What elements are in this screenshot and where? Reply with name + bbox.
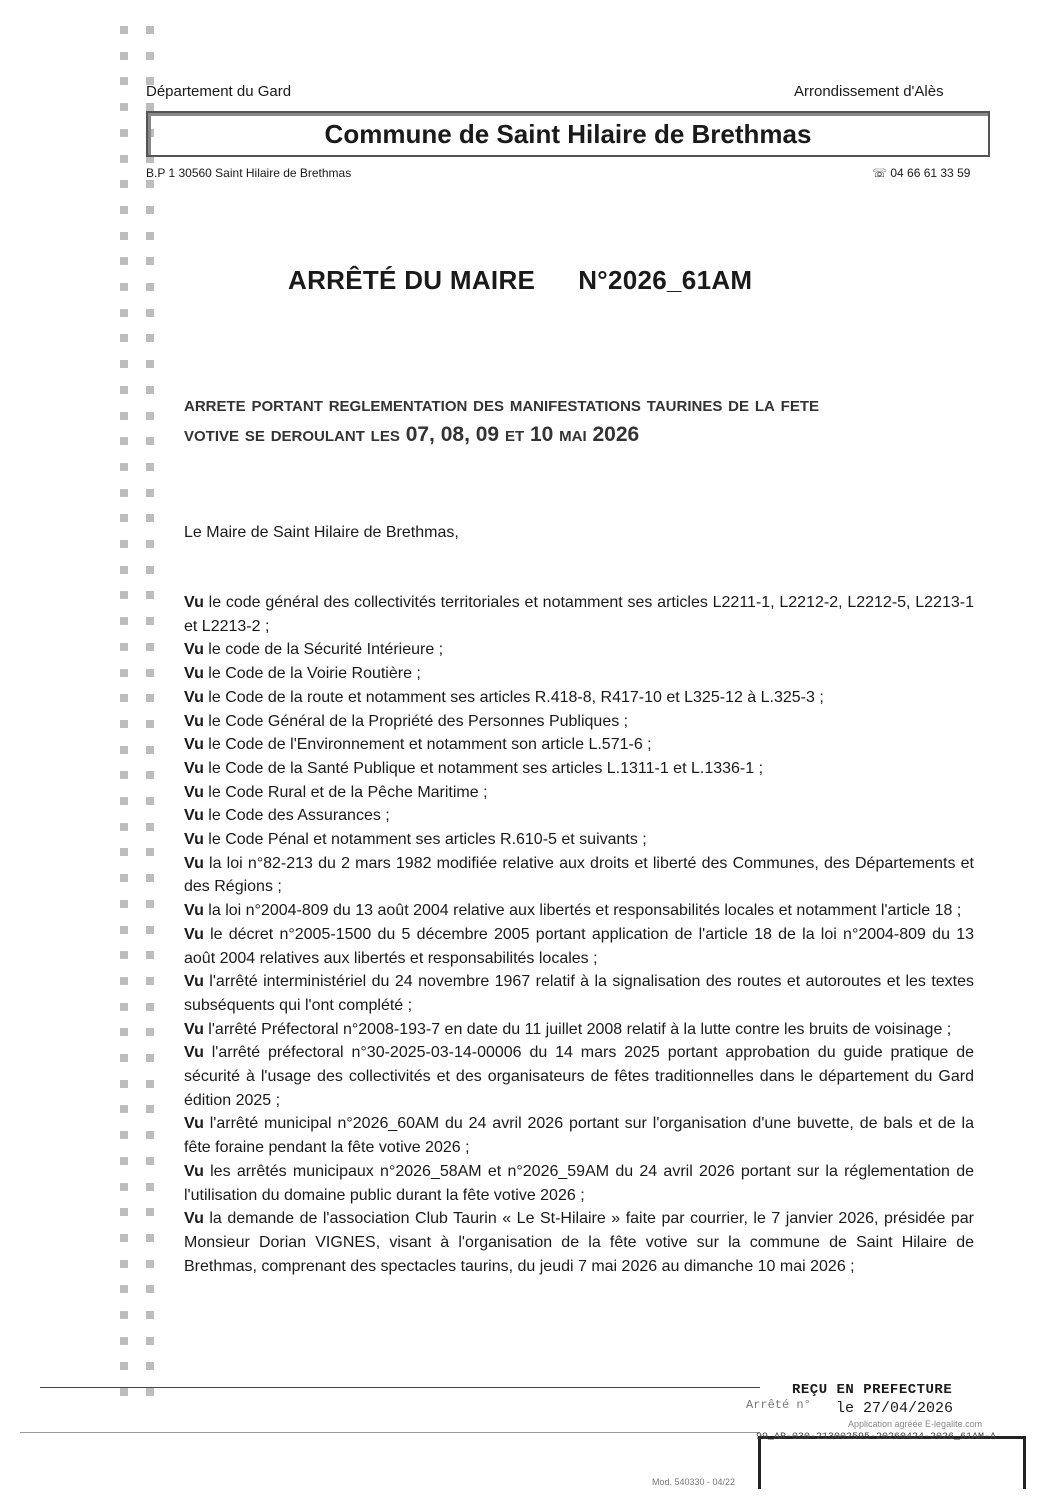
perforation-dot [146, 232, 154, 240]
vu-text: le Code des Assurances ; [203, 807, 390, 825]
perforation-dot [146, 334, 154, 342]
perforation-dot [146, 309, 154, 317]
perforation-dot [120, 283, 128, 291]
perforation-dot [120, 566, 128, 574]
vu-item [184, 591, 974, 638]
footer-rule [40, 1387, 760, 1388]
perforation-dot [120, 1003, 128, 1011]
perforation-dot [146, 1260, 154, 1268]
perforation-dot [120, 900, 128, 908]
vu-keyword: Vu [184, 783, 204, 801]
perforation-dot [120, 52, 128, 60]
perforation-dot [146, 360, 154, 368]
perforation-dot [120, 1337, 128, 1345]
vu-text: le Code de la Voirie Routière ; [203, 665, 421, 683]
vu-text: l'arrêté Préfectoral n°2008-193-7 en date du 11 juillet 2008 relatif à la lutte contre les bruits de voisinage ; [203, 1020, 952, 1038]
perforation-dot [120, 360, 128, 368]
perforation-dot [146, 103, 154, 111]
perforation-dot [146, 463, 154, 471]
perforation-dot [120, 77, 128, 85]
vu-item [184, 1041, 974, 1112]
perforation-dot [146, 1311, 154, 1319]
perforation-dot [120, 874, 128, 882]
perforation-dot [120, 1311, 128, 1319]
vu-text: les arrêtés municipaux n°2026_58AM et n°2026_59AM du 24 avril 2026 portant sur la réglementation de l'utilisation du domaine public durant la fête votive 2026 ; [184, 1162, 974, 1204]
perforation-dot [120, 1028, 128, 1036]
perforation-dot [120, 1208, 128, 1216]
vu-item [184, 781, 974, 805]
commune-phone: ☏ 04 66 61 33 59 [872, 166, 971, 180]
perforation-dot [120, 1285, 128, 1293]
vu-keyword: Vu [184, 831, 204, 849]
stamp-arrete-label: Arrêté n° [746, 1398, 811, 1412]
perforation-dot [146, 1157, 154, 1165]
perforation-dot [146, 643, 154, 651]
department-label: Département du Gard [146, 83, 292, 100]
perforation-dot [146, 1028, 154, 1036]
perforation-dot [120, 1080, 128, 1088]
perforation-dot [120, 232, 128, 240]
vu-keyword: Vu [184, 1210, 204, 1228]
vu-text: le décret n°2005-1500 du 5 décembre 2005 portant application de l'article 18 de la loi n°2004-809 du 13 août 2004 relatives aux libertés et responsabilités locales ; [184, 925, 974, 967]
perforation-dot [146, 1208, 154, 1216]
vu-item [184, 733, 974, 757]
vu-item [184, 686, 974, 710]
perforation-dot [146, 746, 154, 754]
perforation-dot [120, 694, 128, 702]
perforation-dot [146, 951, 154, 959]
perforation-dot [146, 848, 154, 856]
arrete-title [288, 265, 752, 296]
vu-text: l'arrêté préfectoral n°30-2025-03-14-00006 du 14 mars 2025 portant approbation du guide pratique de sécurité à l'usage des collectivités et des organisateurs de fêtes traditionnelles dans le département du Gard édition 2025 ; [184, 1044, 974, 1109]
vu-keyword: Vu [184, 807, 204, 825]
arrete-label: ARRÊTÉ DU MAIRE [288, 265, 536, 295]
vu-text: le Code Général de la Propriété des Personnes Publiques ; [203, 712, 629, 730]
perforation-dot [120, 591, 128, 599]
perforation-dot [120, 951, 128, 959]
vu-text: la demande de l'association Club Taurin « Le St-Hilaire » faite par courrier, le 7 janvier 2026, présidée par Monsieur Dorian VIGNES, visant à l'organisation de la fête votive sur la commune de Saint Hilaire de Brethmas, comprenant des spectacles taurins, du jeudi 7 mai 2026 au dimanche 10 mai 2026 ; [184, 1210, 974, 1275]
vu-keyword: Vu [184, 688, 204, 706]
perforation-dot [146, 540, 154, 548]
perforation-dot [146, 1337, 154, 1345]
perforation-dot [146, 617, 154, 625]
perforation-dot [146, 926, 154, 934]
perforation-dot [120, 1054, 128, 1062]
perforation-dot [146, 669, 154, 677]
vu-keyword: Vu [184, 925, 204, 943]
stamp-app: Application agréée E-legalite.com [848, 1419, 983, 1429]
arrete-subject [184, 390, 984, 450]
vu-item [184, 828, 974, 852]
perforation-dot [146, 1285, 154, 1293]
vu-text: le Code de l'Environnement et notamment son article L.571-6 ; [203, 736, 652, 754]
perforation-dot [146, 206, 154, 214]
vu-text: le code général des collectivités territoriales et notamment ses articles L2211-1, L2212-2, L2212-5, L2213-1 et L2213-2 ; [184, 594, 974, 635]
prefecture-stamp [746, 1382, 1020, 1508]
perforation-dot [146, 180, 154, 188]
vu-text: la loi n°2004-809 du 13 août 2004 relative aux libertés et responsabilités locales et notamment l'article 18 ; [203, 902, 962, 920]
vu-list [184, 591, 974, 1278]
arrondissement-label: Arrondissement d'Alès [794, 83, 944, 100]
vu-keyword: Vu [184, 1020, 204, 1038]
perforation-dot [120, 977, 128, 985]
perforation-dot [146, 26, 154, 34]
vu-keyword: Vu [184, 902, 204, 920]
vu-text: le code de la Sécurité Intérieure ; [203, 641, 444, 659]
vu-item [184, 1207, 974, 1278]
vu-text: le Code de la route et notamment ses articles R.418-8, R417-10 et L325-12 à L.325-3 ; [203, 688, 824, 706]
perforation-dot [120, 926, 128, 934]
perforation-dot [146, 386, 154, 394]
vu-text: la loi n°82-213 du 2 mars 1982 modifiée relative aux droits et liberté des Communes, des Départements et des Régions ; [184, 854, 974, 896]
perforation-dot [120, 823, 128, 831]
vu-item [184, 638, 974, 662]
vu-item [184, 1160, 974, 1207]
perforation-dot [120, 797, 128, 805]
perforation-dot [146, 412, 154, 420]
vu-keyword: Vu [184, 736, 204, 754]
perforation-dot [146, 514, 154, 522]
vu-item [184, 899, 974, 923]
perforation-dot [120, 129, 128, 137]
vu-keyword: Vu [184, 594, 204, 611]
binding-dots [120, 26, 164, 1426]
perforation-dot [146, 1080, 154, 1088]
perforation-dot [146, 874, 154, 882]
vu-keyword: Vu [184, 1162, 204, 1180]
perforation-dot [146, 591, 154, 599]
perforation-dot [120, 309, 128, 317]
stamp-date: le 27/04/2026 [836, 1400, 954, 1417]
vu-keyword: Vu [184, 665, 204, 683]
perforation-dot [120, 437, 128, 445]
commune-name: Commune de Saint Hilaire de Brethmas [324, 118, 812, 149]
perforation-dot [146, 1388, 154, 1396]
perforation-dot [146, 823, 154, 831]
subject-line-2: votive se deroulant les 07, 08, 09 et 10 mai 2026 [184, 423, 640, 446]
vu-item [184, 757, 974, 781]
perforation-dot [146, 489, 154, 497]
vu-keyword: Vu [184, 1115, 204, 1133]
perforation-dot [120, 1183, 128, 1191]
perforation-dot [146, 283, 154, 291]
perforation-dot [146, 257, 154, 265]
perforation-dot [120, 386, 128, 394]
vu-keyword: Vu [184, 759, 204, 777]
perforation-dot [120, 155, 128, 163]
stamp-reference: 99_AR-030-213002595-20260424-2026_61AM-A [756, 1432, 997, 1443]
vu-text: le Code Pénal et notamment ses articles R.610-5 et suivants ; [203, 831, 647, 849]
perforation-dot [120, 514, 128, 522]
vu-item [184, 852, 974, 899]
perforation-dot [146, 720, 154, 728]
perforation-dot [146, 771, 154, 779]
vu-keyword: Vu [184, 854, 204, 872]
perforation-dot [120, 1234, 128, 1242]
perforation-dot [146, 437, 154, 445]
perforation-dot [146, 900, 154, 908]
perforation-dot [120, 489, 128, 497]
form-model: Mod. 540330 - 04/22 [652, 1477, 736, 1487]
vu-keyword: Vu [184, 973, 204, 991]
perforation-dot [120, 26, 128, 34]
perforation-dot [146, 1131, 154, 1139]
arrete-number: N°2026_61AM [578, 265, 753, 295]
perforation-dot [120, 1157, 128, 1165]
vu-text: l'arrêté municipal n°2026_60AM du 24 avril 2026 portant sur l'organisation d'une buvette, de bals et de la fête foraine pendant la fête votive 2026 ; [184, 1115, 974, 1157]
perforation-dot [120, 617, 128, 625]
perforation-dot [146, 1105, 154, 1113]
vu-item [184, 804, 974, 828]
stamp-frame [758, 1436, 1026, 1489]
vu-text: le Code de la Santé Publique et notamment ses articles L.1311-1 et L.1336-1 ; [203, 759, 764, 777]
perforation-dot [120, 540, 128, 548]
perforation-dot [120, 720, 128, 728]
perforation-dot [146, 977, 154, 985]
perforation-dot [120, 848, 128, 856]
perforation-dot [146, 797, 154, 805]
footer-rule-2 [20, 1432, 760, 1433]
vu-item [184, 1112, 974, 1159]
perforation-dot [120, 746, 128, 754]
vu-item [184, 923, 974, 970]
perforation-dot [120, 771, 128, 779]
perforation-dot [120, 103, 128, 111]
commune-address: B.P 1 30560 Saint Hilaire de Brethmas [146, 166, 352, 180]
commune-title-box [146, 111, 990, 157]
perforation-dot [120, 334, 128, 342]
subject-line-1: arrete portant reglementation des manifestations taurines de la fete [184, 393, 820, 416]
perforation-dot [120, 1260, 128, 1268]
perforation-dot [120, 669, 128, 677]
perforation-dot [146, 566, 154, 574]
perforation-dot [146, 1183, 154, 1191]
perforation-dot [120, 1131, 128, 1139]
vu-keyword: Vu [184, 712, 204, 730]
perforation-dot [120, 1362, 128, 1370]
mayor-intro: Le Maire de Saint Hilaire de Brethmas, [184, 524, 459, 541]
perforation-dot [146, 1234, 154, 1242]
perforation-dot [146, 694, 154, 702]
vu-item [184, 1018, 974, 1042]
perforation-dot [120, 643, 128, 651]
perforation-dot [120, 463, 128, 471]
perforation-dot [146, 1362, 154, 1370]
perforation-dot [146, 1054, 154, 1062]
perforation-dot [120, 206, 128, 214]
vu-item [184, 710, 974, 734]
vu-keyword: Vu [184, 1044, 204, 1062]
perforation-dot [120, 1388, 128, 1396]
vu-item [184, 970, 974, 1017]
vu-text: le Code Rural et de la Pêche Maritime ; [203, 783, 488, 801]
stamp-title: REÇU EN PREFECTURE [792, 1382, 953, 1398]
vu-keyword: Vu [184, 641, 204, 659]
perforation-dot [146, 1003, 154, 1011]
perforation-dot [146, 52, 154, 60]
vu-text: l'arrêté interministériel du 24 novembre 1967 relatif à la signalisation des routes et autoroutes et les textes subséquents qui l'ont complété ; [184, 973, 974, 1014]
vu-item [184, 662, 974, 686]
perforation-dot [120, 1105, 128, 1113]
perforation-dot [120, 180, 128, 188]
perforation-dot [120, 257, 128, 265]
perforation-dot [120, 412, 128, 420]
